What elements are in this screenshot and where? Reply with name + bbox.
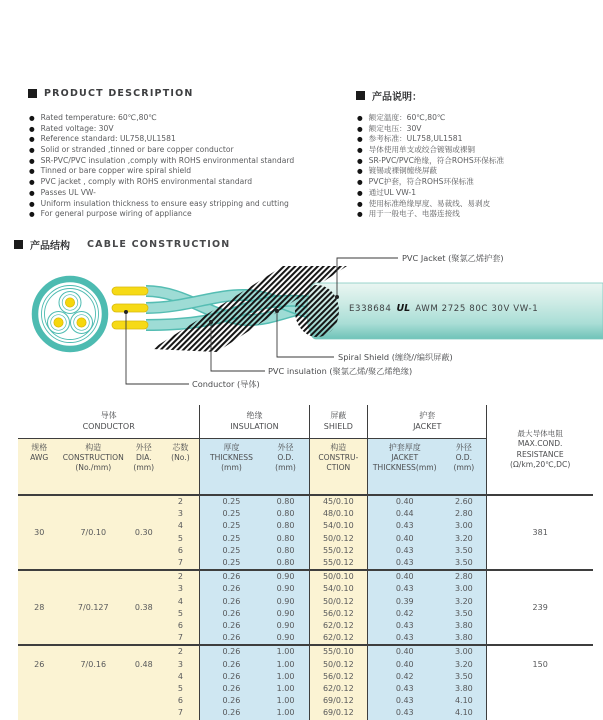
table-cell: 50/0.12 bbox=[309, 659, 368, 671]
bullet-icon: ● bbox=[29, 167, 35, 176]
table-cell: 1.00 bbox=[263, 683, 309, 695]
bullet-text: Uniform insulation thickness to ensure easy stripping and cutting bbox=[40, 198, 289, 208]
table-cell: 0.26 bbox=[200, 570, 263, 583]
bullet-item bbox=[357, 124, 597, 135]
bullet-icon: ● bbox=[357, 124, 363, 133]
group-label-en: CONDUCTOR bbox=[82, 421, 135, 431]
table-cell: 50/0.12 bbox=[309, 596, 368, 608]
bullet-icon: ● bbox=[29, 114, 35, 122]
table-cell: 0.90 bbox=[263, 596, 309, 608]
table-cell: 2.80 bbox=[441, 508, 486, 520]
table-cell: 0.43 bbox=[368, 557, 442, 570]
bullet-text: PVC jacket , comply with ROHS environmental standard bbox=[40, 177, 253, 187]
col-label-cn: 外径 bbox=[277, 443, 294, 452]
label-pvc-insulation: PVC insulation (聚氯乙烯/聚乙烯绝缘) bbox=[268, 366, 413, 376]
table-cell: 4.10 bbox=[441, 695, 486, 707]
product-description-header bbox=[28, 88, 194, 99]
bullet-text: Reference standard: UL758,UL1581 bbox=[40, 134, 176, 144]
group-label-cn: 绝缘 bbox=[246, 411, 263, 420]
col-header-jacket-od bbox=[441, 439, 486, 496]
table-cell: 0.25 bbox=[200, 545, 263, 557]
bullet-text: 用于一般电子、电器连接线 bbox=[368, 209, 460, 219]
bullet-icon: ● bbox=[29, 156, 35, 165]
table-cell: 5 bbox=[161, 683, 199, 695]
bullet-item bbox=[29, 156, 349, 167]
table-cell: 0.80 bbox=[263, 533, 309, 545]
col-header-awg bbox=[18, 439, 60, 496]
bullet-text: Rated voltage: 30V bbox=[40, 123, 114, 133]
col-label-en: (No.) bbox=[171, 453, 190, 462]
table-cell: 26 bbox=[18, 645, 60, 719]
bullet-icon: ● bbox=[29, 199, 35, 208]
table-cell: 239 bbox=[487, 570, 593, 645]
table-cell: 3.80 bbox=[441, 620, 486, 632]
col-label-en: MAX.COND. bbox=[517, 439, 563, 448]
col-label-en: O.D. bbox=[455, 453, 473, 462]
cable-diagram bbox=[0, 248, 603, 404]
bullet-item bbox=[29, 134, 349, 145]
bullet-item bbox=[357, 199, 597, 210]
bullet-text: 额定电压：30V bbox=[368, 123, 422, 133]
construction-title-cn: 产品结构 bbox=[30, 241, 70, 252]
table-cell: 7 bbox=[161, 557, 199, 570]
table-cell: 0.38 bbox=[126, 570, 161, 645]
table-cell: 0.43 bbox=[368, 520, 442, 532]
product-notes-list bbox=[357, 113, 597, 220]
table-cell: 150 bbox=[487, 645, 593, 719]
table-cell: 1.00 bbox=[263, 707, 309, 719]
bullet-text: For general purpose wiring of appliance bbox=[40, 209, 192, 219]
table-cell: 4.10 bbox=[441, 707, 486, 719]
bullet-item bbox=[29, 124, 349, 135]
table-cell: 0.40 bbox=[368, 495, 442, 508]
bullet-icon: ● bbox=[357, 199, 363, 208]
bullet-text: 额定温度：60℃,80℃ bbox=[368, 113, 446, 122]
table-cell: 0.90 bbox=[263, 570, 309, 583]
table-cell: 7/0.127 bbox=[60, 570, 126, 645]
table-cell: 6 bbox=[161, 545, 199, 557]
table-cell: 55/0.12 bbox=[309, 557, 368, 570]
table-cell: 2.80 bbox=[441, 570, 486, 583]
table-cell: 0.80 bbox=[263, 545, 309, 557]
table-cell: 0.43 bbox=[368, 683, 442, 695]
bullet-text: Tinned or bare copper wire spiral shield bbox=[40, 166, 192, 176]
col-label-cn: 厚度 bbox=[223, 443, 240, 452]
bullet-item bbox=[357, 188, 597, 199]
col-label-unit: (mm) bbox=[453, 463, 475, 472]
col-label-en: O.D. bbox=[277, 453, 294, 462]
bullet-item bbox=[357, 113, 597, 124]
bullet-item bbox=[357, 145, 597, 156]
col-group-jacket bbox=[368, 405, 487, 439]
col-header-ins-thickness bbox=[200, 439, 263, 496]
table-cell: 48/0.10 bbox=[309, 508, 368, 520]
table-cell: 0.40 bbox=[368, 570, 442, 583]
table-cell: 56/0.12 bbox=[309, 608, 368, 620]
table-cell: 0.26 bbox=[200, 659, 263, 671]
table-cell: 2 bbox=[161, 495, 199, 508]
bullet-text: 参考标准：UL758,UL1581 bbox=[368, 134, 463, 144]
bullet-item bbox=[29, 209, 349, 220]
label-spiral-shield: Spiral Shield (缠绕//编织屏蔽) bbox=[338, 352, 453, 362]
table-cell: 2 bbox=[161, 645, 199, 658]
col-label-en: AWG bbox=[30, 453, 49, 462]
group-label-en: SHIELD bbox=[323, 421, 353, 431]
bullet-text: SR-PVC/PVC绝缘，符合ROHS环保标准 bbox=[368, 155, 505, 165]
group-label-cn: 屏蔽 bbox=[330, 411, 347, 420]
bullet-icon: ● bbox=[29, 146, 35, 155]
table-cell: 3.20 bbox=[441, 596, 486, 608]
col-label-cn: 构造 bbox=[85, 443, 102, 452]
table-cell: 2.60 bbox=[441, 495, 486, 508]
table-cell: 3.20 bbox=[441, 533, 486, 545]
table-cell: 0.26 bbox=[200, 695, 263, 707]
product-notes-header bbox=[356, 88, 422, 103]
bullet-item bbox=[357, 209, 597, 220]
table-cell: 45/0.10 bbox=[309, 495, 368, 508]
spec-block-awg26 bbox=[18, 645, 593, 719]
table-cell: 381 bbox=[487, 495, 593, 570]
table-cell: 0.43 bbox=[368, 707, 442, 719]
table-cell: 3.00 bbox=[441, 583, 486, 595]
group-label-cn: 护套 bbox=[419, 411, 436, 420]
table-cell: 3.20 bbox=[441, 659, 486, 671]
table-cell: 5 bbox=[161, 608, 199, 620]
col-group-shield bbox=[309, 405, 368, 439]
conductor-tips bbox=[112, 287, 148, 329]
table-cell: 0.26 bbox=[200, 620, 263, 632]
table-cell: 0.48 bbox=[126, 645, 161, 719]
bullet-icon: ● bbox=[357, 146, 363, 155]
table-cell: 0.40 bbox=[368, 533, 442, 545]
table-cell: 0.26 bbox=[200, 707, 263, 719]
table-cell: 62/0.12 bbox=[309, 632, 368, 645]
bullet-item bbox=[357, 166, 597, 177]
col-label-unit: (Ω/km,20℃,DC) bbox=[510, 460, 571, 469]
group-label-en: INSULATION bbox=[230, 421, 279, 431]
bullet-text: 镀锡或裸铜缠绕屏蔽 bbox=[368, 166, 438, 176]
table-cell: 0.26 bbox=[200, 596, 263, 608]
table-cell: 62/0.12 bbox=[309, 683, 368, 695]
section-square-icon bbox=[28, 89, 37, 98]
cross-section-icon bbox=[35, 279, 105, 349]
col-header-cores bbox=[161, 439, 199, 496]
table-cell: 28 bbox=[18, 570, 60, 645]
col-label-en: CONSTRU- bbox=[318, 453, 359, 462]
bullet-item bbox=[357, 156, 597, 167]
bullet-item bbox=[29, 113, 349, 124]
table-cell: 4 bbox=[161, 520, 199, 532]
table-cell: 0.44 bbox=[368, 508, 442, 520]
table-cell: 0.80 bbox=[263, 520, 309, 532]
bullet-icon: ● bbox=[357, 135, 363, 144]
col-label-cn: 构造 bbox=[330, 443, 347, 452]
table-cell: 30 bbox=[18, 495, 60, 570]
ul-logo-icon: UL bbox=[396, 303, 411, 314]
col-label-cn: 最大导体电阻 bbox=[517, 428, 563, 438]
table-cell: 3.00 bbox=[441, 645, 486, 658]
table-cell: 7/0.16 bbox=[60, 645, 126, 719]
construction-title-en: CABLE CONSTRUCTION bbox=[87, 239, 231, 250]
bullet-icon: ● bbox=[29, 124, 35, 133]
col-header-resistance bbox=[487, 405, 593, 495]
table-cell: 0.26 bbox=[200, 608, 263, 620]
bullet-text: 使用标准绝缘厚度、易裁线、易剥皮 bbox=[368, 198, 491, 208]
bullet-icon: ● bbox=[357, 210, 363, 219]
bullet-text: Solid or stranded ,tinned or bare copper conductor bbox=[40, 145, 234, 155]
table-cell: 2 bbox=[161, 570, 199, 583]
table-cell: 0.30 bbox=[126, 495, 161, 570]
table-cell: 7/0.10 bbox=[60, 495, 126, 570]
table-cell: 4 bbox=[161, 596, 199, 608]
table-cell: 5 bbox=[161, 533, 199, 545]
table-cell: 4 bbox=[161, 671, 199, 683]
table-cell: 0.90 bbox=[263, 608, 309, 620]
table-cell: 0.43 bbox=[368, 545, 442, 557]
col-header-ins-od bbox=[263, 439, 309, 496]
bullet-text: Rated temperature: 60℃,80℃ bbox=[40, 113, 157, 122]
table-cell: 54/0.10 bbox=[309, 520, 368, 532]
table-cell: 0.80 bbox=[263, 495, 309, 508]
table-cell: 0.25 bbox=[200, 495, 263, 508]
table-cell: 50/0.10 bbox=[309, 570, 368, 583]
table-cell: 7 bbox=[161, 707, 199, 719]
product-description-list bbox=[29, 113, 349, 220]
table-cell: 0.25 bbox=[200, 533, 263, 545]
col-header-construction bbox=[60, 439, 126, 496]
table-cell: 7 bbox=[161, 632, 199, 645]
table-cell: 54/0.10 bbox=[309, 583, 368, 595]
table-cell: 0.25 bbox=[200, 508, 263, 520]
col-label-unit: CTION bbox=[326, 463, 351, 472]
table-cell: 3.50 bbox=[441, 545, 486, 557]
bullet-text: SR-PVC/PVC insulation ,comply with ROHS environmental standard bbox=[40, 155, 295, 165]
bullet-item bbox=[29, 199, 349, 210]
bullet-icon: ● bbox=[29, 210, 35, 219]
table-cell: 1.00 bbox=[263, 645, 309, 658]
table-cell: 0.90 bbox=[263, 583, 309, 595]
bullet-icon: ● bbox=[357, 178, 363, 187]
col-label-unit: (mm) bbox=[221, 463, 242, 472]
shield-at-mouth-shape bbox=[295, 285, 339, 337]
bullet-text: PVC护套，符合ROHS环保标准 bbox=[368, 177, 474, 187]
bullet-icon: ● bbox=[357, 188, 363, 197]
col-label-line3: RESISTANCE bbox=[516, 449, 564, 459]
bullet-item bbox=[29, 177, 349, 188]
table-cell: 0.80 bbox=[263, 508, 309, 520]
group-label-en: JACKET bbox=[413, 421, 442, 431]
col-label-en: CONSTRUCTION bbox=[62, 453, 124, 462]
table-cell: 0.42 bbox=[368, 608, 442, 620]
table-cell: 6 bbox=[161, 695, 199, 707]
table-cell: 0.26 bbox=[200, 683, 263, 695]
bullet-item bbox=[357, 177, 597, 188]
section-square-icon bbox=[356, 91, 365, 100]
table-row bbox=[18, 645, 593, 658]
table-cell: 1.00 bbox=[263, 695, 309, 707]
col-label-cn: 规格 bbox=[31, 443, 48, 452]
col-label-cn: 外径 bbox=[135, 443, 152, 452]
table-cell: 0.26 bbox=[200, 632, 263, 645]
col-label-cn: 外径 bbox=[455, 443, 472, 452]
table-cell: 3.80 bbox=[441, 632, 486, 645]
bullet-item bbox=[357, 134, 597, 145]
group-label-cn: 导体 bbox=[100, 411, 117, 420]
spec-block-awg28 bbox=[18, 570, 593, 645]
table-cell: 3 bbox=[161, 583, 199, 595]
group-header-row bbox=[18, 405, 593, 439]
table-cell: 3.80 bbox=[441, 683, 486, 695]
table-cell: 0.80 bbox=[263, 557, 309, 570]
table-cell: 56/0.12 bbox=[309, 671, 368, 683]
col-label-en: JACKET bbox=[391, 453, 419, 462]
table-cell: 3.00 bbox=[441, 520, 486, 532]
col-header-dia bbox=[126, 439, 161, 496]
bullet-icon: ● bbox=[29, 178, 35, 187]
table-cell: 69/0.12 bbox=[309, 707, 368, 719]
table-cell: 0.90 bbox=[263, 620, 309, 632]
cable-print-spec: AWM 2725 80C 30V VW-1 bbox=[415, 303, 539, 314]
bullet-icon: ● bbox=[357, 167, 363, 176]
col-label-cn: 芯数 bbox=[172, 443, 189, 452]
table-cell: 0.25 bbox=[200, 520, 263, 532]
table-cell: 6 bbox=[161, 620, 199, 632]
label-pvc-jacket: PVC Jacket (聚氯乙烯护套) bbox=[402, 253, 504, 263]
cable-print-text bbox=[349, 303, 538, 314]
col-label-unit: (mm) bbox=[275, 463, 296, 472]
product-description-title: PRODUCT DESCRIPTION bbox=[44, 88, 194, 99]
table-cell: 0.43 bbox=[368, 632, 442, 645]
spec-block-awg30 bbox=[18, 495, 593, 570]
label-conductor: Conductor (导体) bbox=[192, 379, 260, 389]
table-cell: 62/0.12 bbox=[309, 620, 368, 632]
table-cell: 0.40 bbox=[368, 659, 442, 671]
bullet-text: Passes UL VW- bbox=[40, 187, 96, 197]
table-cell: 3 bbox=[161, 659, 199, 671]
col-label-unit: THICKNESS(mm) bbox=[372, 463, 437, 472]
bullet-item bbox=[29, 188, 349, 199]
bullet-icon: ● bbox=[357, 156, 363, 165]
col-label-en: DIA. bbox=[136, 453, 152, 462]
bullet-item bbox=[29, 166, 349, 177]
col-label-unit: (mm) bbox=[133, 463, 155, 472]
table-cell: 0.42 bbox=[368, 671, 442, 683]
bullet-icon: ● bbox=[357, 114, 363, 122]
bullet-text: 通过UL VW-1 bbox=[368, 187, 417, 197]
table-cell: 0.26 bbox=[200, 583, 263, 595]
table-cell: 3.50 bbox=[441, 608, 486, 620]
table-cell: 1.00 bbox=[263, 671, 309, 683]
table-row bbox=[18, 570, 593, 583]
product-notes-title: 产品说明： bbox=[372, 92, 422, 103]
table-cell: 0.43 bbox=[368, 695, 442, 707]
col-label-unit: (No./mm) bbox=[75, 463, 112, 472]
table-cell: 50/0.12 bbox=[309, 533, 368, 545]
col-group-conductor bbox=[18, 405, 200, 439]
table-cell: 0.25 bbox=[200, 557, 263, 570]
table-cell: 0.43 bbox=[368, 583, 442, 595]
col-header-jacket-thickness bbox=[368, 439, 442, 496]
table-cell: 0.43 bbox=[368, 620, 442, 632]
col-label-cn: 护套厚度 bbox=[388, 443, 421, 452]
table-row bbox=[18, 495, 593, 508]
table-cell: 0.90 bbox=[263, 632, 309, 645]
table-cell: 0.39 bbox=[368, 596, 442, 608]
table-cell: 3 bbox=[161, 508, 199, 520]
bullet-text: 导体使用单支或绞合镀锡或裸铜 bbox=[368, 145, 475, 155]
table-cell: 0.26 bbox=[200, 671, 263, 683]
table-cell: 3.50 bbox=[441, 557, 486, 570]
table-cell: 55/0.12 bbox=[309, 545, 368, 557]
col-label-en: THICKNESS bbox=[209, 453, 253, 462]
col-header-shield-construction bbox=[309, 439, 368, 496]
table-cell: 3.50 bbox=[441, 671, 486, 683]
bullet-icon: ● bbox=[29, 135, 35, 144]
col-group-insulation bbox=[200, 405, 309, 439]
table-cell: 0.26 bbox=[200, 645, 263, 658]
table-cell: 69/0.12 bbox=[309, 695, 368, 707]
bullet-icon: ● bbox=[29, 188, 35, 197]
cable-print-cert: E338684 bbox=[349, 303, 392, 314]
bullet-item bbox=[29, 145, 349, 156]
table-cell: 55/0.10 bbox=[309, 645, 368, 658]
spec-table bbox=[18, 405, 593, 720]
table-cell: 0.40 bbox=[368, 645, 442, 658]
table-cell: 1.00 bbox=[263, 659, 309, 671]
